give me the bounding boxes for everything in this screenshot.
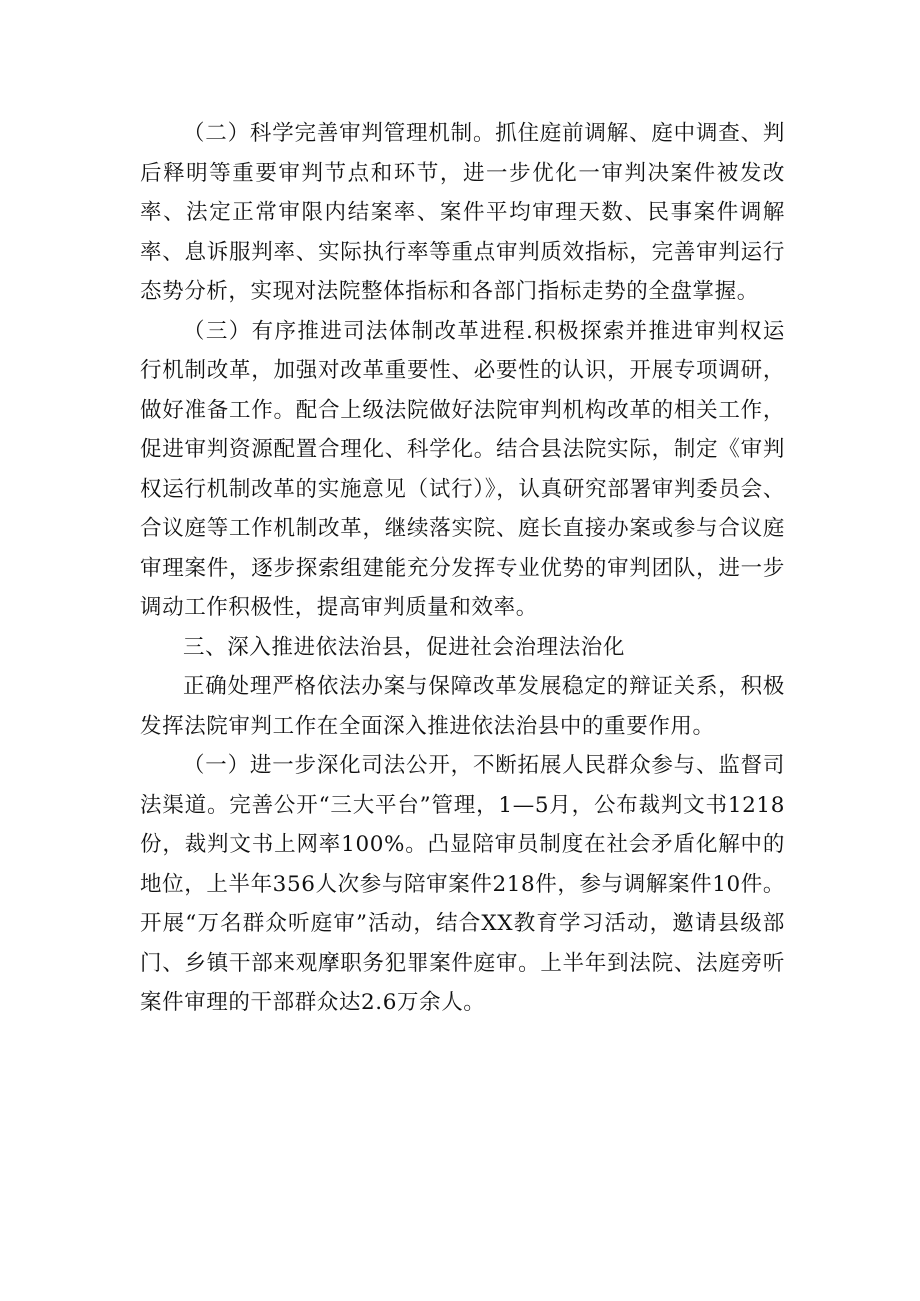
document-body (140, 114, 785, 1023)
paragraph-trial-management: （二）科学完善审判管理机制。抓住庭前调解、庭中调查、判后释明等重要审判节点和环节，进一步优化一审判决案件被发改率、法定正常审限内结案率、案件平均审理天数、民事案件调解率、息诉服判率、实际执行率等重点审判质效指标，完善审判运行态势分析，实现对法院整体指标和各部门指标走势的全盘掌握。 (140, 121, 785, 304)
paragraph-judicial-openness: （一）进一步深化司法公开，不断拓展人民群众参与、监督司法渠道。完善公开“三大平台”管理，1—5月，公布裁判文书1218份，裁判文书上网率100%。凸显陪审员制度在社会矛盾化解中的地位，上半年356人次参与陪审案件218件，参与调解案件10件。开展“万名群众听庭审”活动，结合XX教育学习活动，邀请县级部门、乡镇干部来观摩职务犯罪案件庭审。上半年到法院、法庭旁听案件审理的干部群众达2.6万余人。 (140, 753, 785, 1015)
section-heading-rule-of-law: 三、深入推进依法治县，促进社会治理法治化 (183, 634, 626, 660)
paragraph-judicial-reform: （三）有序推进司法体制改革进程.积极探索并推进审判权运行机制改革，加强对改革重要性、必要性的认识，开展专项调研，做好准备工作。配合上级法院做好法院审判机构改革的相关工作，促进审判资源配置合理化、科学化。结合县法院实际，制定《审判权运行机制改革的实施意见（试行）》，认真研究部署审判委员会、合议庭等工作机制改革，继续落实院、庭长直接办案或参与合议庭审理案件，逐步探索组建能充分发挥专业优势的审判团队，进一步调动工作积极性，提高审判质量和效率。 (140, 318, 785, 620)
paragraph-rule-of-law-intro: 正确处理严格依法办案与保障改革发展稳定的辩证关系，积极发挥法院审判工作在全面深入推进依法治县中的重要作用。 (140, 674, 785, 739)
